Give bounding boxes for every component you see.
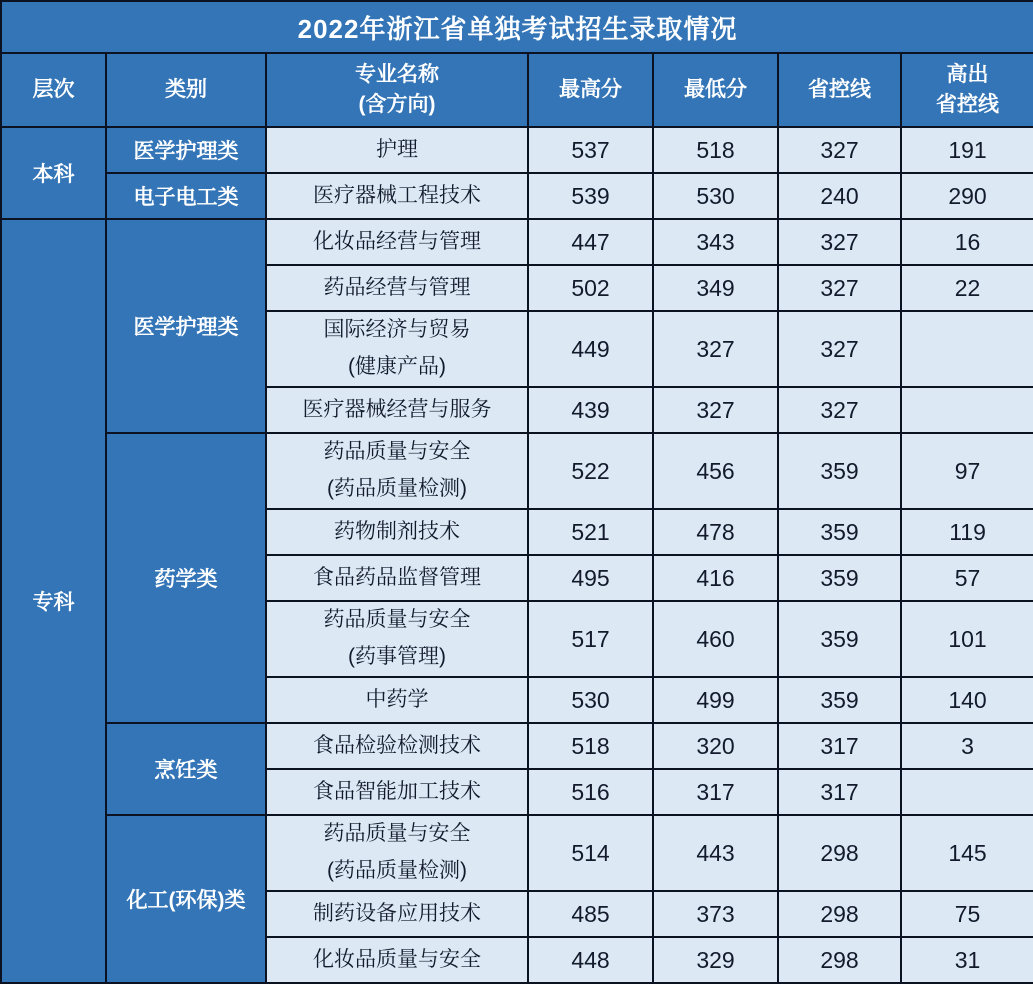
above-control-cell: 101 (901, 601, 1033, 677)
above-control-cell: 140 (901, 677, 1033, 723)
above-control-cell (901, 311, 1033, 387)
major-cell: 化妆品质量与安全 (266, 937, 528, 983)
control-line-cell: 327 (778, 265, 901, 311)
min-score-cell: 373 (653, 891, 778, 937)
above-control-cell: 22 (901, 265, 1033, 311)
major-cell: 护理 (266, 127, 528, 173)
control-line-cell: 298 (778, 815, 901, 891)
major-cell: 食品药品监督管理 (266, 555, 528, 601)
column-header-max-score: 最高分 (528, 53, 653, 127)
min-score-cell: 320 (653, 723, 778, 769)
category-cell: 化工(环保)类 (106, 815, 266, 983)
min-score-cell: 460 (653, 601, 778, 677)
column-header-control-line: 省控线 (778, 53, 901, 127)
major-cell: 国际经济与贸易 (健康产品) (266, 311, 528, 387)
above-control-cell: 191 (901, 127, 1033, 173)
min-score-cell: 329 (653, 937, 778, 983)
min-score-cell: 478 (653, 509, 778, 555)
column-header-above-control-line: 高出 省控线 (901, 53, 1033, 127)
column-header-major: 专业名称 (含方向) (266, 53, 528, 127)
control-line-cell: 359 (778, 601, 901, 677)
max-score-cell: 514 (528, 815, 653, 891)
major-cell: 医疗器械经营与服务 (266, 387, 528, 433)
table-row (1, 723, 1033, 769)
max-score-cell: 522 (528, 433, 653, 509)
major-cell: 药品质量与安全 (药品质量检测) (266, 815, 528, 891)
category-cell: 电子电工类 (106, 173, 266, 219)
above-control-cell: 16 (901, 219, 1033, 265)
min-score-cell: 349 (653, 265, 778, 311)
above-control-cell: 290 (901, 173, 1033, 219)
min-score-cell: 327 (653, 311, 778, 387)
max-score-cell: 449 (528, 311, 653, 387)
max-score-cell: 439 (528, 387, 653, 433)
control-line-cell: 327 (778, 311, 901, 387)
major-cell: 中药学 (266, 677, 528, 723)
control-line-cell: 317 (778, 769, 901, 815)
above-control-cell (901, 387, 1033, 433)
max-score-cell: 516 (528, 769, 653, 815)
control-line-cell: 298 (778, 891, 901, 937)
category-cell: 医学护理类 (106, 219, 266, 433)
table-row (1, 815, 1033, 891)
level-cell-zhuanke: 专科 (1, 219, 106, 983)
min-score-cell: 518 (653, 127, 778, 173)
max-score-cell: 485 (528, 891, 653, 937)
max-score-cell: 448 (528, 937, 653, 983)
table-row (1, 173, 1033, 219)
table-row (1, 219, 1033, 265)
max-score-cell: 495 (528, 555, 653, 601)
max-score-cell: 502 (528, 265, 653, 311)
max-score-cell: 521 (528, 509, 653, 555)
above-control-cell: 119 (901, 509, 1033, 555)
min-score-cell: 343 (653, 219, 778, 265)
control-line-cell: 327 (778, 127, 901, 173)
max-score-cell: 517 (528, 601, 653, 677)
min-score-cell: 317 (653, 769, 778, 815)
above-control-cell: 3 (901, 723, 1033, 769)
column-header-min-score: 最低分 (653, 53, 778, 127)
control-line-cell: 240 (778, 173, 901, 219)
max-score-cell: 518 (528, 723, 653, 769)
major-cell: 医疗器械工程技术 (266, 173, 528, 219)
category-cell: 药学类 (106, 433, 266, 723)
min-score-cell: 456 (653, 433, 778, 509)
above-control-cell: 97 (901, 433, 1033, 509)
max-score-cell: 530 (528, 677, 653, 723)
column-header-level: 层次 (1, 53, 106, 127)
above-control-cell: 31 (901, 937, 1033, 983)
major-cell: 食品检验检测技术 (266, 723, 528, 769)
min-score-cell: 327 (653, 387, 778, 433)
major-cell: 化妆品经营与管理 (266, 219, 528, 265)
control-line-cell: 327 (778, 387, 901, 433)
major-cell: 药物制剂技术 (266, 509, 528, 555)
table-title: 2022年浙江省单独考试招生录取情况 (1, 1, 1033, 53)
major-cell: 制药设备应用技术 (266, 891, 528, 937)
table-row (1, 127, 1033, 173)
major-cell: 食品智能加工技术 (266, 769, 528, 815)
control-line-cell: 359 (778, 555, 901, 601)
min-score-cell: 530 (653, 173, 778, 219)
major-cell: 药品质量与安全 (药事管理) (266, 601, 528, 677)
control-line-cell: 359 (778, 677, 901, 723)
max-score-cell: 539 (528, 173, 653, 219)
category-cell: 烹饪类 (106, 723, 266, 815)
above-control-cell: 145 (901, 815, 1033, 891)
major-cell: 药品质量与安全 (药品质量检测) (266, 433, 528, 509)
control-line-cell: 359 (778, 509, 901, 555)
level-cell-benke: 本科 (1, 127, 106, 219)
control-line-cell: 298 (778, 937, 901, 983)
min-score-cell: 443 (653, 815, 778, 891)
table-row (1, 433, 1033, 509)
above-control-cell: 75 (901, 891, 1033, 937)
major-cell: 药品经营与管理 (266, 265, 528, 311)
min-score-cell: 499 (653, 677, 778, 723)
control-line-cell: 327 (778, 219, 901, 265)
max-score-cell: 447 (528, 219, 653, 265)
above-control-cell (901, 769, 1033, 815)
category-cell: 医学护理类 (106, 127, 266, 173)
control-line-cell: 317 (778, 723, 901, 769)
column-header-category: 类别 (106, 53, 266, 127)
min-score-cell: 416 (653, 555, 778, 601)
control-line-cell: 359 (778, 433, 901, 509)
above-control-cell: 57 (901, 555, 1033, 601)
max-score-cell: 537 (528, 127, 653, 173)
